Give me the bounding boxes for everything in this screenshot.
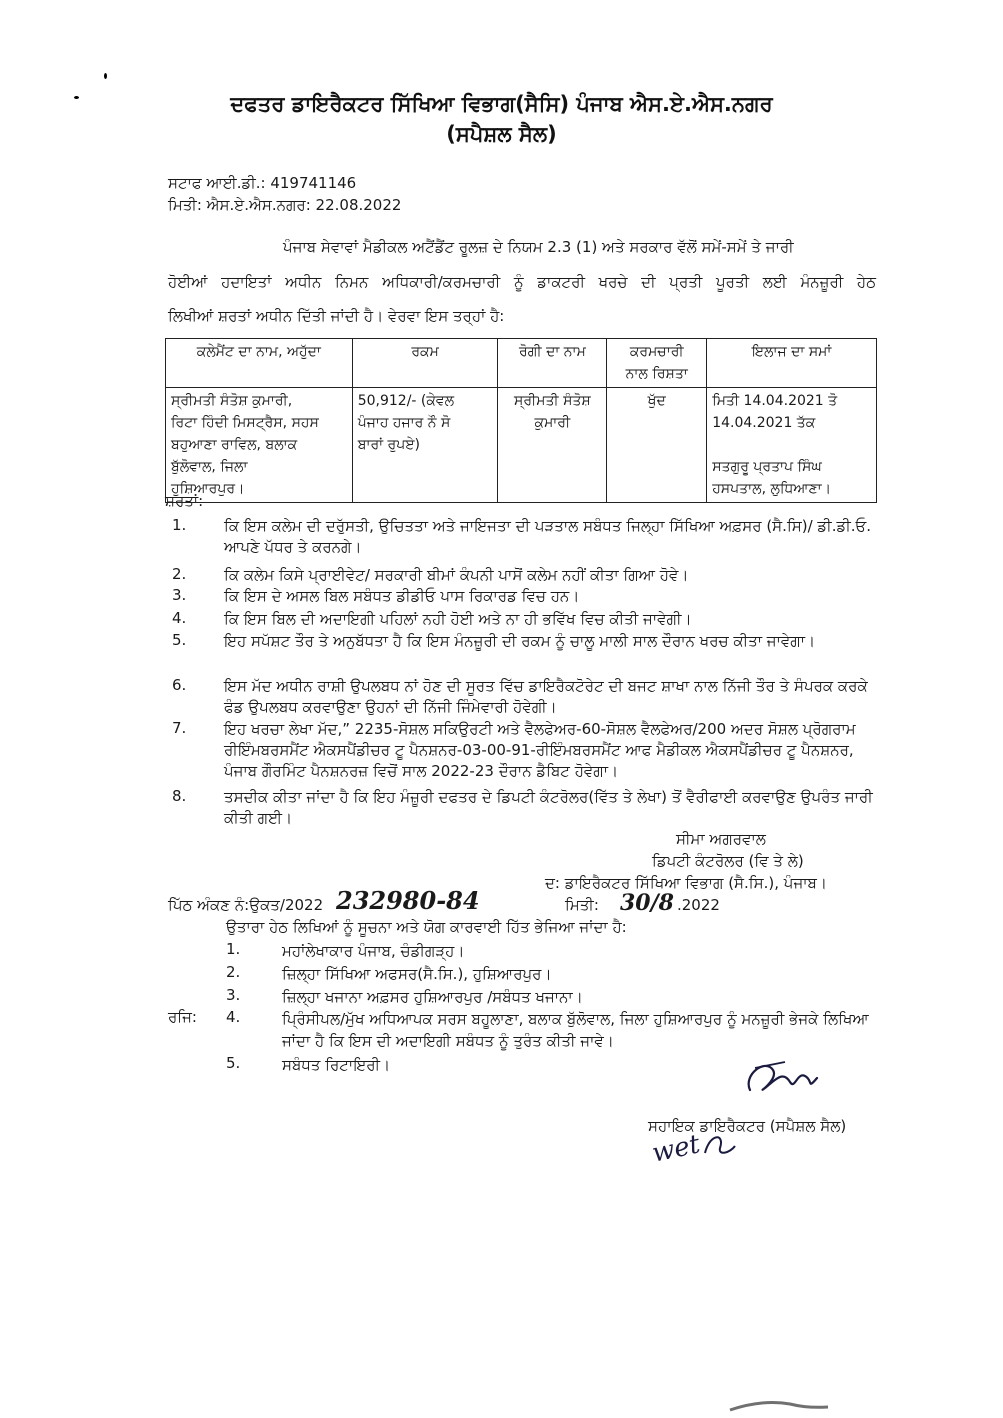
- cell-claimant: ਸ੍ਰੀਮਤੀ ਸੰਤੋਸ਼ ਕੁਮਾਰੀ, ਰਿਟਾ ਹਿੰਦੀ ਮਿਸਟ੍ਰੈਸ, ਸਹਸ ਬਹੁਆਣਾ ਰਾਵਿਲ, ਬਲਾਕ ਬੁੱਲੋਵਾਲ, ਜਿਲਾ ਹੁਸ਼ਿਆਰਪੁਰ।: [166, 388, 353, 503]
- initials-scribble: [700, 1128, 740, 1163]
- copy-number: 3.: [226, 986, 241, 1004]
- scan-smudge: [728, 1398, 848, 1412]
- copy-recipient: ਜ਼ਿਲ੍ਹਾ ਸਿੱਖਿਆ ਅਫਸਰ(ਸੈ.ਸਿ.), ਹੁਸ਼ਿਆਰਪੁਰ।: [282, 965, 552, 983]
- office-subtitle: (ਸਪੈਸ਼ਲ ਸੈਲ): [446, 122, 557, 146]
- condition-number: 3.: [172, 586, 187, 604]
- scan-speck: [104, 73, 107, 79]
- table-row: [166, 388, 877, 503]
- cell-period: ਮਿਤੀ 14.04.2021 ਤੋ 14.04.2021 ਤੱਕ ਸਤਗੁਰੂ ਪ੍ਰਤਾਪ ਸਿੰਘ ਹਸਪਤਾਲ, ਲੁਧਿਆਣਾ।: [707, 388, 877, 503]
- table-header-row: [166, 339, 877, 388]
- copy-recipient: ਮਹਾਂਲੇਖਾਕਾਰ ਪੰਜਾਬ, ਚੰਡੀਗੜ੍ਹ।: [282, 942, 465, 960]
- condition-text: ਕਿ ਕਲੇਮ ਕਿਸੇ ਪ੍ਰਾਈਵੇਟ/ ਸਰਕਾਰੀ ਬੀਮਾਂ ਕੰਪਨੀ ਪਾਸੋਂ ਕਲੇਮ ਨਹੀਂ ਕੀਤਾ ਗਿਆ ਹੋਵੇ।: [224, 566, 689, 584]
- condition-text: ਕਿ ਇਸ ਬਿਲ ਦੀ ਅਦਾਇਗੀ ਪਹਿਲਾਂ ਨਹੀ ਹੋਈ ਅਤੇ ਨਾ ਹੀ ਭਵਿੱਖ ਵਿਚ ਕੀਤੀ ਜਾਵੇਗੀ।: [224, 610, 692, 628]
- handwritten-note: wet: [649, 1129, 703, 1169]
- endorsement-prefix: ਪਿੱਠ ਅੰਕਣ ਨੰ:ਉਕਤ/2022: [168, 896, 324, 914]
- condition-number: 6.: [172, 676, 187, 694]
- conditions-heading: ਸ਼ਰਤਾਂ:: [165, 492, 204, 510]
- condition-number: 5.: [172, 631, 187, 649]
- intro-line-1: ਪੰਜਾਬ ਸੇਵਾਵਾਂ ਮੈਡੀਕਲ ਅਟੈਂਡੈਂਟ ਰੂਲਜ਼ ਦੇ ਨਿਯਮ 2.3 (1) ਅਤੇ ਸਰਕਾਰ ਵੱਲੋਂ ਸਮੇਂ-ਸਮੇਂ ਤੇ ਜਾਰੀ: [283, 238, 794, 256]
- copy-number: 4.: [226, 1008, 241, 1026]
- condition-text: ਕਿ ਇਸ ਦੇ ਅਸਲ ਬਿਲ ਸਬੰਧਤ ਡੀਡੀਓ ਪਾਸ ਰਿਕਾਰਡ ਵਿਚ ਹਨ।: [224, 587, 580, 605]
- copy-recipient: ਜ਼ਿਲ੍ਹਾ ਖਜਾਨਾ ਅਫ਼ਸਰ ਹੁਸ਼ਿਆਰਪੁਰ /ਸਬੰਧਤ ਖਜਾਨਾ।: [282, 988, 583, 1006]
- condition-text: ਤਸਦੀਕ ਕੀਤਾ ਜਾਂਦਾ ਹੈ ਕਿ ਇਹ ਮੰਜ਼ੂਰੀ ਦਫਤਰ ਦੇ ਡਿਪਟੀ ਕੰਟਰੋਲਰ(ਵਿੱਤ ਤੇ ਲੇਖਾ) ਤੋਂ ਵੈਰੀਫਾਈ ਕਰਵਾਉਣ ਉਪਰੰਤ ਜਾਰੀ ਕੀਤੀ ਗਈ।: [224, 788, 873, 827]
- condition-number: 2.: [172, 565, 187, 583]
- signatory-name: ਸੀਮਾ ਅਗਰਵਾਲ: [676, 830, 766, 848]
- cell-amount: 50,912/- (ਕੇਵਲ ਪੰਜਾਹ ਹਜਾਰ ਨੌ ਸੋ ਬਾਰਾਂ ਰੁਪਏ): [352, 388, 498, 503]
- header-relation: ਕਰਮਚਾਰੀ ਨਾਲ ਰਿਸ਼ਤਾ: [607, 339, 707, 388]
- staff-id: ਸਟਾਫ ਆਈ.ਡੀ.: 419741146: [168, 174, 357, 192]
- claim-table: [165, 338, 877, 503]
- condition-number: 4.: [172, 609, 187, 627]
- copy-number: 2.: [226, 963, 241, 981]
- condition-text: ਕਿ ਇਸ ਕਲੇਮ ਦੀ ਦਰੁੱਸਤੀ, ਉਚਿਤਤਾ ਅਤੇ ਜਾਇਜਤਾ ਦੀ ਪੜਤਾਲ ਸਬੰਧਤ ਜਿਲ੍ਹਾ ਸਿੱਖਿਆ ਅਫ਼ਸਰ (ਸੈ.ਸਿ)/ ਡੀ.ਡੀ.ਓ. ਆਪਣੇ ਪੱਧਰ ਤੇ ਕਰਨਗੇ।: [224, 517, 872, 556]
- registered-label: ਰਜਿ:: [168, 1008, 197, 1026]
- header-amount: ਰਕਮ: [352, 339, 498, 388]
- assistant-director: ਸਹਾਇਕ ਡਾਇਰੈਕਟਰ (ਸਪੈਸ਼ਲ ਸੈਲ): [648, 1117, 847, 1135]
- condition-text: ਇਹ ਖਰਚਾ ਲੇਖਾ ਮੱਦ,” 2235-ਸੋਸ਼ਲ ਸਕਿਉਰਟੀ ਅਤੇ ਵੈਲਫੇਅਰ-60-ਸੋਸ਼ਲ ਵੈਲਫੇਅਰ/200 ਅਦਰ ਸੋਸ਼ਲ ਪ੍ਰੋਗਰਾਮ ਰੀਇੰਮਬਰਸਮੈਂਟ ਐਕਸਪੈਂਡੀਚਰ ਟੂ ਪੈਨਸ਼ਨਰ-03-00-91-ਰੀਇੰਮਬਰਸਮੈਂਟ ਆਫ ਮੈਡੀਕਲ ਐਕਸਪੈਂਡੀਚਰ ਟੂ ਪੈਨਸ਼ਨਰ, ਪੰਜਾਬ ਗੌਰਮਿੰਟ ਪੈਨਸ਼ਨਰਜ਼ ਵਿਚੋਂ ਸਾਲ 2022-23 ਦੌਰਾਨ ਡੈਬਿਟ ਹੋਵੇਗਾ।: [224, 720, 856, 780]
- cell-patient: ਸ੍ਰੀਮਤੀ ਸੰਤੋਸ਼ ਕੁਮਾਰੀ: [498, 388, 607, 503]
- header-patient: ਰੋਗੀ ਦਾ ਨਾਮ: [498, 339, 607, 388]
- issue-date: ਮਿਤੀ: ਐਸ.ਏ.ਐਸ.ਨਗਰ: 22.08.2022: [168, 196, 402, 214]
- condition-text: ਇਹ ਸਪੱਸ਼ਟ ਤੌਰ ਤੇ ਅਨੁਬੱਧਤਾ ਹੈ ਕਿ ਇਸ ਮੰਨਜ਼ੂਰੀ ਦੀ ਰਕਮ ਨੂੰ ਚਾਲੂ ਮਾਲੀ ਸਾਲ ਦੌਰਾਨ ਖਰਚ ਕੀਤਾ ਜਾਵੇਗਾ।: [224, 632, 816, 650]
- header-claimant: ਕਲੇਮੈਂਟ ਦਾ ਨਾਮ, ਅਹੁੱਦਾ: [166, 339, 353, 388]
- cell-relation: ਖੁੱਦ: [607, 388, 707, 503]
- copy-recipient: ਸਬੰਧਤ ਰਿਟਾਇਰੀ।: [282, 1056, 391, 1074]
- header-period: ਇਲਾਜ ਦਾ ਸਮਾਂ: [707, 339, 877, 388]
- office-title: ਦਫਤਰ ਡਾਇਰੈਕਟਰ ਸਿੱਖਿਆ ਵਿਭਾਗ(ਸੈਸਿ) ਪੰਜਾਬ ਐਸ.ਏ.ਐਸ.ਨਗਰ: [230, 92, 773, 116]
- signatory-designation: ਡਿਪਟੀ ਕੰਟਰੋਲਰ (ਵਿ ਤੇ ਲੇ): [652, 852, 804, 870]
- signature-scribble: [735, 1050, 825, 1105]
- condition-text: ਇਸ ਮੱਦ ਅਧੀਨ ਰਾਸ਼ੀ ਉਪਲਬਧ ਨਾਂ ਹੋਣ ਦੀ ਸੂਰਤ ਵਿੱਚ ਡਾਇਰੈਕਟੋਰੇਟ ਦੀ ਬਜਟ ਸ਼ਾਖਾ ਨਾਲ ਨਿੱਜੀ ਤੌਰ ਤੇ ਸੰਪਰਕ ਕਰਕੇ ਫੰਡ ਉਪਲਬਧ ਕਰਵਾਉਣਾ ਉਹਨਾਂ ਦੀ ਨਿੱਜੀ ਜਿੰਮੇਵਾਰੀ ਹੋਵੇਗੀ।: [224, 677, 868, 716]
- condition-number: 8.: [172, 787, 187, 805]
- copy-number: 1.: [226, 940, 241, 958]
- endorsement-date-day: 30/8: [620, 890, 674, 916]
- condition-number: 1.: [172, 516, 187, 534]
- endorsement-number: 232980-84: [336, 886, 480, 915]
- copy-recipient: ਪ੍ਰਿੰਸੀਪਲ/ਮੁੱਖ ਅਧਿਆਪਕ ਸਰਸ ਬਹੂਲਾਣਾ, ਬਲਾਕ ਬੁੱਲੋਵਾਲ, ਜਿਲਾ ਹੁਸ਼ਿਆਰਪੁਰ ਨੂੰ ਮਨਜ਼ੂਰੀ ਭੇਜਕੇ ਲਿਖਿਆ ਜਾਂਦਾ ਹੈ ਕਿ ਇਸ ਦੀ ਅਦਾਇਗੀ ਸਬੰਧਤ ਨੂੰ ਤੁਰੰਤ ਕੀਤੀ ਜਾਵੇ।: [282, 1010, 869, 1050]
- condition-number: 7.: [172, 719, 187, 737]
- intro-line-3: ਲਿਖੀਆਂ ਸ਼ਰਤਾਂ ਅਧੀਨ ਦਿੱਤੀ ਜਾਂਦੀ ਹੈ। ਵੇਰਵਾ ਇਸ ਤਰ੍ਹਾਂ ਹੈ:: [168, 307, 505, 325]
- forward-line: ਉਤਾਰਾ ਹੇਠ ਲਿਖਿਆਂ ਨੂੰ ਸੂਚਨਾ ਅਤੇ ਯੋਗ ਕਾਰਵਾਈ ਹਿੱਤ ਭੇਜਿਆ ਜਾਂਦਾ ਹੈ:: [226, 918, 627, 936]
- signatory-office: ਦ: ਡਾਇਰੈਕਟਰ ਸਿੱਖਿਆ ਵਿਭਾਗ (ਸੈ.ਸਿ.), ਪੰਜਾਬ।: [545, 874, 828, 892]
- endorsement-date-year: .2022: [677, 896, 720, 914]
- intro-line-2: ਹੋਈਆਂ ਹਦਾਇਤਾਂ ਅਧੀਨ ਨਿਮਨ ਅਧਿਕਾਰੀ/ਕਰਮਚਾਰੀ ਨੂੰ ਡਾਕਟਰੀ ਖਰਚੇ ਦੀ ਪ੍ਰਤੀ ਪੂਰਤੀ ਲਈ ਮੰਨਜ਼ੂਰੀ ਹੇਠ: [168, 273, 876, 291]
- endorsement-date-label: ਮਿਤੀ:: [565, 896, 599, 914]
- copy-number: 5.: [226, 1054, 241, 1072]
